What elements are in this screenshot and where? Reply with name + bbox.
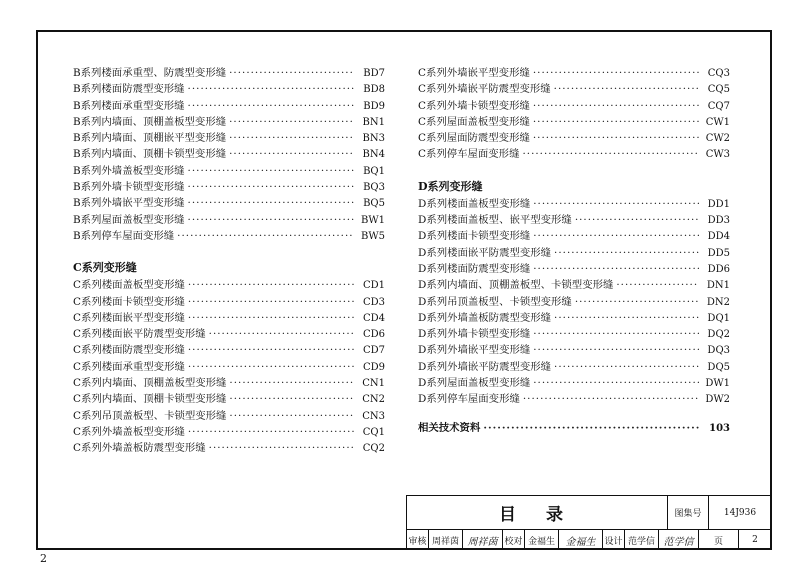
toc-entry xyxy=(73,64,385,80)
toc-entry-code: CN2 xyxy=(362,394,385,406)
toc-entry-title: C系列楼面嵌平防震型变形缝 xyxy=(73,328,206,341)
review-label: 审核 xyxy=(407,530,429,550)
design-signature: 范学信 xyxy=(659,530,699,550)
page-label: 页 xyxy=(699,530,739,550)
toc-entry-title: B系列外墙卡锁型变形缝 xyxy=(73,181,185,194)
toc-entry xyxy=(418,390,730,406)
toc-entry-title: D系列外墙盖板防震型变形缝 xyxy=(418,311,552,324)
toc-entry xyxy=(418,64,730,80)
leader-dots xyxy=(188,100,354,112)
toc-entry-title: D系列外墙卡锁型变形缝 xyxy=(418,328,531,341)
toc-entry-code: CQ7 xyxy=(707,100,730,112)
toc-entry-title: D系列楼面防震型变形缝 xyxy=(418,262,531,275)
toc-entry-code: BW1 xyxy=(361,214,385,226)
left-column xyxy=(73,64,385,456)
check-signature: 金福生 xyxy=(559,530,603,550)
toc-entry-code: DQ1 xyxy=(707,312,730,324)
toc-entry-title: C系列楼面承重型变形缝 xyxy=(73,360,185,373)
leader-dots xyxy=(229,67,354,79)
related-info-row xyxy=(418,419,730,435)
toc-entry xyxy=(73,178,385,194)
d-series-heading: D系列变形缝 xyxy=(418,179,483,193)
title-block xyxy=(406,495,772,550)
leader-dots xyxy=(209,442,354,454)
toc-entry-code: DN2 xyxy=(706,296,730,308)
title-block-title: 目 录 xyxy=(407,496,668,529)
toc-entry-code: BQ1 xyxy=(363,165,385,177)
toc-entry-title: D系列楼面卡锁型变形缝 xyxy=(418,230,531,243)
page-value: 2 xyxy=(752,535,758,545)
toc-entry xyxy=(73,113,385,129)
leader-dots xyxy=(554,312,699,324)
check-name: 金福生 xyxy=(525,530,559,550)
toc-entry xyxy=(418,145,730,161)
toc-entry xyxy=(73,129,385,145)
toc-entry-code: CW1 xyxy=(705,116,730,128)
toc-entry-code: CD6 xyxy=(362,329,385,341)
leader-dots xyxy=(188,344,354,356)
toc-entry-title: C系列内墙面、顶棚盖板型变形缝 xyxy=(73,377,227,390)
toc-entry xyxy=(418,227,730,243)
toc-entry-title: D系列吊顶盖板型、卡锁型变形缝 xyxy=(418,295,572,308)
design-name: 范学信 xyxy=(625,530,659,550)
toc-entry xyxy=(418,374,730,390)
toc-entry-title: B系列内墙面、顶棚卡锁型变形缝 xyxy=(73,148,227,161)
leader-dots xyxy=(522,148,699,160)
toc-entry-code: CD7 xyxy=(362,345,385,357)
toc-entry-title: D系列屋面盖板型变形缝 xyxy=(418,377,531,390)
toc-entry-code: BD8 xyxy=(363,84,385,96)
leader-dots xyxy=(209,328,354,340)
leader-dots xyxy=(229,116,354,128)
toc-entry-code: CD1 xyxy=(362,280,385,292)
related-info-label: 相关技术资料 xyxy=(418,421,481,434)
toc-entry-title: D系列停车屋面变形缝 xyxy=(418,393,520,406)
toc-entry-title: B系列外墙盖板型变形缝 xyxy=(73,164,185,177)
toc-entry-code: CQ1 xyxy=(362,426,385,438)
toc-entry xyxy=(418,195,730,211)
toc-entry-code: DN1 xyxy=(706,280,730,292)
c-series-heading: C系列变形缝 xyxy=(73,261,137,275)
leader-dots xyxy=(533,377,699,389)
c-series-list xyxy=(73,276,385,455)
toc-entry xyxy=(73,211,385,227)
toc-entry xyxy=(418,244,730,260)
related-info-code: 103 xyxy=(709,422,730,434)
toc-entry xyxy=(73,227,385,243)
d-series-list xyxy=(418,195,730,407)
toc-entry-title: B系列内墙面、顶棚嵌平型变形缝 xyxy=(73,132,227,145)
toc-entry-title: C系列外墙卡锁型变形缝 xyxy=(418,99,530,112)
check-label: 校对 xyxy=(503,530,525,550)
toc-entry-code: CD3 xyxy=(362,296,385,308)
toc-entry-title: C系列楼面嵌平型变形缝 xyxy=(73,311,185,324)
toc-entry-code: CW3 xyxy=(705,149,730,161)
toc-entry-title: B系列屋面盖板型变形缝 xyxy=(73,213,185,226)
toc-entry-title: D系列楼面盖板型、嵌平型变形缝 xyxy=(418,214,572,227)
leader-dots xyxy=(523,393,699,405)
toc-entry-code: DD5 xyxy=(707,247,730,259)
leader-dots xyxy=(188,197,354,209)
leader-dots xyxy=(533,344,699,356)
leader-dots xyxy=(188,312,354,324)
leader-dots xyxy=(533,198,699,210)
toc-entry-title: C系列楼面盖板型变形缝 xyxy=(73,279,185,292)
toc-entry-code: CQ5 xyxy=(707,84,730,96)
leader-dots xyxy=(229,377,354,389)
toc-entry xyxy=(73,276,385,292)
leader-dots xyxy=(188,83,354,95)
toc-entry-title: D系列外墙嵌平防震型变形缝 xyxy=(418,360,552,373)
toc-entry-title: C系列外墙盖板型变形缝 xyxy=(73,425,185,438)
toc-entry-title: D系列内墙面、顶棚盖板型、卡锁型变形缝 xyxy=(418,279,614,292)
toc-entry-title: B系列楼面承重型变形缝 xyxy=(73,99,185,112)
toc-entry-title: C系列停车屋面变形缝 xyxy=(418,148,520,161)
toc-entry xyxy=(73,439,385,455)
toc-entry-code: CN3 xyxy=(362,410,385,422)
toc-entry xyxy=(73,341,385,357)
toc-entry-code: CN1 xyxy=(362,378,385,390)
toc-entry-title: B系列内墙面、顶棚盖板型变形缝 xyxy=(73,115,227,128)
toc-entry xyxy=(73,194,385,210)
toc-entry-title: C系列屋面盖板型变形缝 xyxy=(418,115,530,128)
toc-entry-title: B系列楼面防震型变形缝 xyxy=(73,83,185,96)
toc-entry-code: CQ2 xyxy=(362,443,385,455)
toc-entry-title: C系列屋面防震型变形缝 xyxy=(418,132,530,145)
leader-dots xyxy=(575,214,699,226)
toc-entry-code: DW1 xyxy=(705,378,730,390)
leader-dots xyxy=(575,296,699,308)
toc-entry-code: DQ2 xyxy=(707,329,730,341)
c-series-list-continued xyxy=(418,64,730,162)
leader-dots xyxy=(188,296,354,308)
review-name: 周祥茵 xyxy=(429,530,463,550)
leader-dots xyxy=(533,100,699,112)
leader-dots xyxy=(554,247,699,259)
toc-entry-code: DD4 xyxy=(707,231,730,243)
leader-dots xyxy=(483,422,699,434)
toc-entry-code: CW2 xyxy=(705,133,730,145)
toc-entry xyxy=(73,309,385,325)
toc-entry xyxy=(73,293,385,309)
leader-dots xyxy=(533,230,699,242)
toc-entry-title: D系列外墙嵌平型变形缝 xyxy=(418,344,531,357)
toc-entry-code: BD7 xyxy=(363,68,385,79)
toc-entry xyxy=(73,390,385,406)
toc-entry xyxy=(418,325,730,341)
toc-entry-code: DD6 xyxy=(707,263,730,275)
leader-dots xyxy=(554,83,699,95)
atlas-number-label: 图集号 xyxy=(668,496,709,529)
toc-entry xyxy=(418,358,730,374)
toc-entry xyxy=(73,325,385,341)
toc-entry-code: BW5 xyxy=(361,230,385,242)
page-number: 2 xyxy=(40,552,47,565)
toc-entry xyxy=(73,358,385,374)
leader-dots xyxy=(188,279,354,291)
toc-entry-code: DW2 xyxy=(705,394,730,406)
design-label: 设计 xyxy=(603,530,625,550)
toc-entry-title: B系列停车屋面变形缝 xyxy=(73,229,175,242)
toc-entry-title: C系列外墙盖板防震型变形缝 xyxy=(73,442,206,455)
toc-entry-code: BN3 xyxy=(362,133,385,145)
toc-entry-code: DQ3 xyxy=(707,345,730,357)
leader-dots xyxy=(229,132,354,144)
toc-entry-title: C系列吊顶盖板型、卡锁型变形缝 xyxy=(73,409,227,422)
atlas-number-value: 14J936 xyxy=(723,507,757,518)
toc-entry-code: CD9 xyxy=(362,361,385,373)
leader-dots xyxy=(188,214,354,226)
toc-entry xyxy=(73,423,385,439)
leader-dots xyxy=(533,263,699,275)
toc-entry xyxy=(418,129,730,145)
toc-entry xyxy=(418,97,730,113)
leader-dots xyxy=(188,426,354,438)
b-series-list xyxy=(73,64,385,243)
toc-entry-title: D系列楼面盖板型变形缝 xyxy=(418,197,531,210)
toc-entry-code: DD3 xyxy=(707,215,730,227)
toc-entry xyxy=(418,80,730,96)
toc-entry-title: C系列外墙嵌平型变形缝 xyxy=(418,67,530,79)
toc-entry-title: C系列内墙面、顶棚卡锁型变形缝 xyxy=(73,393,227,406)
toc-entry xyxy=(73,145,385,161)
toc-entry xyxy=(73,162,385,178)
leader-dots xyxy=(533,116,699,128)
leader-dots xyxy=(229,410,354,422)
leader-dots xyxy=(554,361,699,373)
toc-entry-title: C系列楼面防震型变形缝 xyxy=(73,344,185,357)
toc-entry xyxy=(73,97,385,113)
leader-dots xyxy=(229,393,354,405)
leader-dots xyxy=(229,148,354,160)
leader-dots xyxy=(533,67,699,79)
toc-entry-title: C系列外墙嵌平防震型变形缝 xyxy=(418,83,551,96)
toc-entry-code: BQ5 xyxy=(363,198,385,210)
right-column xyxy=(418,64,730,435)
toc-entry-code: BN1 xyxy=(362,116,385,128)
toc-entry-title: D系列楼面嵌平防震型变形缝 xyxy=(418,246,552,259)
toc-entry-code: CQ3 xyxy=(707,68,730,79)
toc-entry xyxy=(418,211,730,227)
toc-entry-code: DQ5 xyxy=(707,361,730,373)
toc-entry xyxy=(418,260,730,276)
leader-dots xyxy=(533,132,699,144)
toc-entry xyxy=(73,374,385,390)
toc-entry xyxy=(418,309,730,325)
toc-entry-code: BQ3 xyxy=(363,182,385,194)
toc-entry xyxy=(418,341,730,357)
toc-entry-title: B系列楼面承重型、防震型变形缝 xyxy=(73,67,227,79)
toc-entry xyxy=(418,293,730,309)
toc-entry-code: BD9 xyxy=(363,100,385,112)
toc-entry-code: BN4 xyxy=(362,149,385,161)
toc-entry-title: C系列楼面卡锁型变形缝 xyxy=(73,295,185,308)
toc-entry-title: B系列外墙嵌平型变形缝 xyxy=(73,197,185,210)
toc-entry-code: DD1 xyxy=(707,198,730,210)
toc-entry xyxy=(73,407,385,423)
leader-dots xyxy=(188,165,354,177)
toc-entry xyxy=(73,80,385,96)
leader-dots xyxy=(177,230,354,242)
leader-dots xyxy=(616,279,699,291)
leader-dots xyxy=(188,181,354,193)
leader-dots xyxy=(188,361,354,373)
toc-entry-code: CD4 xyxy=(362,312,385,324)
toc-entry xyxy=(418,276,730,292)
toc-entry xyxy=(418,113,730,129)
leader-dots xyxy=(533,328,699,340)
review-signature: 周祥茵 xyxy=(463,530,503,550)
